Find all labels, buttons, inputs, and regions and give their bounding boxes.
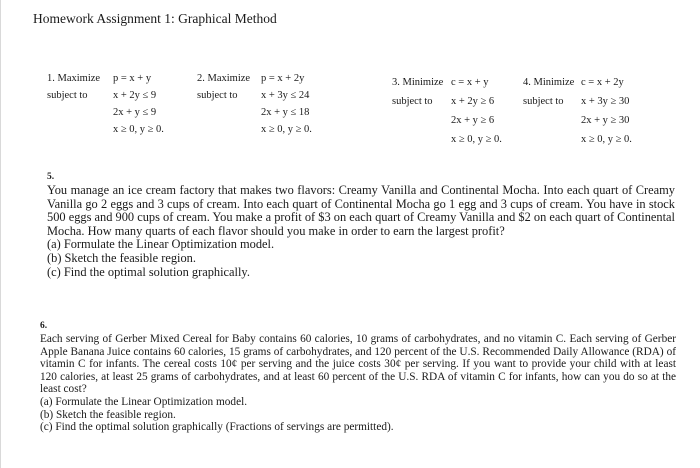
question-5 bbox=[47, 170, 675, 279]
page-title: Homework Assignment 1: Graphical Method bbox=[33, 11, 277, 26]
problem-2-constraint: 2x + y ≤ 18 bbox=[261, 107, 310, 118]
question-5-number: 5. bbox=[47, 172, 55, 182]
problem-4-constraint: 2x + y ≥ 30 bbox=[581, 115, 630, 126]
problem-4-objective: c = x + 2y bbox=[581, 77, 624, 88]
question-6-part-a: (a) Formulate the Linear Optimization model. bbox=[40, 395, 248, 408]
problem-4-constraint: x ≥ 0, y ≥ 0. bbox=[581, 134, 632, 145]
problem-3-constraint: x + 2y ≥ 6 bbox=[451, 96, 495, 107]
left-border bbox=[0, 0, 1, 468]
problem-2-head: 2. Maximize bbox=[197, 73, 251, 84]
problem-1-head: 1. Maximize bbox=[47, 73, 101, 84]
problem-2-constraint: x ≥ 0, y ≥ 0. bbox=[261, 124, 312, 135]
problem-4-head: 4. Minimize bbox=[523, 77, 575, 88]
problem-1 bbox=[47, 70, 164, 138]
problem-4-constraint: x + 3y ≥ 30 bbox=[581, 96, 630, 107]
problem-1-objective: p = x + y bbox=[113, 73, 152, 84]
problem-4 bbox=[523, 73, 632, 149]
question-6-number: 6. bbox=[40, 321, 48, 331]
problem-1-constraint: x ≥ 0, y ≥ 0. bbox=[113, 124, 164, 135]
problem-2-objective: p = x + 2y bbox=[261, 73, 305, 84]
problem-2 bbox=[197, 70, 312, 138]
problem-2-subject-to: subject to bbox=[197, 90, 238, 101]
problem-3-objective: c = x + y bbox=[451, 77, 489, 88]
question-6-text: Each serving of Gerber Mixed Cereal for Baby contains 60 calories, 10 grams of carbohydrates, and no vitamin C. Each serving of Gerber Apple Banana Juice contains 60 calories, 15 grams of carbohydrates, and 120 percent of the U.S. Recommended Daily Allowance (RDA) of vitamin C for infants. The cereal costs 10¢ per serving and the juice costs 30¢ per serving. If you want to provide your child with at least 120 calories, at least 25 grams of carbohydrates, and at least 60 percent of the U.S. RDA of vitamin C for infants, how can you do so at the least cost? bbox=[40, 333, 676, 396]
question-5-part-a: (a) Formulate the Linear Optimization model. bbox=[47, 237, 275, 252]
problem-3-constraint: 2x + y ≥ 6 bbox=[451, 115, 495, 126]
problem-1-constraint: x + 2y ≤ 9 bbox=[113, 90, 157, 101]
problem-1-constraint: 2x + y ≤ 9 bbox=[113, 107, 157, 118]
problem-1-subject-to: subject to bbox=[47, 90, 88, 101]
question-6-part-c: (c) Find the optimal solution graphically (Fractions of servings are permitted). bbox=[40, 421, 394, 434]
problem-3 bbox=[392, 73, 502, 149]
question-6-part-b: (b) Sketch the feasible region. bbox=[40, 408, 176, 421]
problem-2-constraint: x + 3y ≤ 24 bbox=[261, 90, 310, 101]
problem-3-constraint: x ≥ 0, y ≥ 0. bbox=[451, 134, 502, 145]
question-5-text: You manage an ice cream factory that makes two flavors: Creamy Vanilla and Continental Mocha. Into each quart of Creamy Vanilla go 2 eggs and 3 cups of cream. Into each quart of Continental Mocha go 1 egg and 3 cups of cream. You have in stock 500 eggs and 900 cups of cream. You make a profit of $3 on each quart of Creamy Vanilla and $2 on each quart of Continental Mocha. How many quarts of each flavor should you make in order to earn the largest profit? bbox=[47, 183, 675, 238]
problem-4-subject-to: subject to bbox=[523, 96, 564, 107]
question-6 bbox=[40, 319, 676, 434]
question-5-part-b: (b) Sketch the feasible region. bbox=[47, 250, 196, 265]
question-5-part-c: (c) Find the optimal solution graphically. bbox=[47, 264, 250, 279]
problem-3-subject-to: subject to bbox=[392, 96, 433, 107]
problem-3-head: 3. Minimize bbox=[392, 77, 444, 88]
